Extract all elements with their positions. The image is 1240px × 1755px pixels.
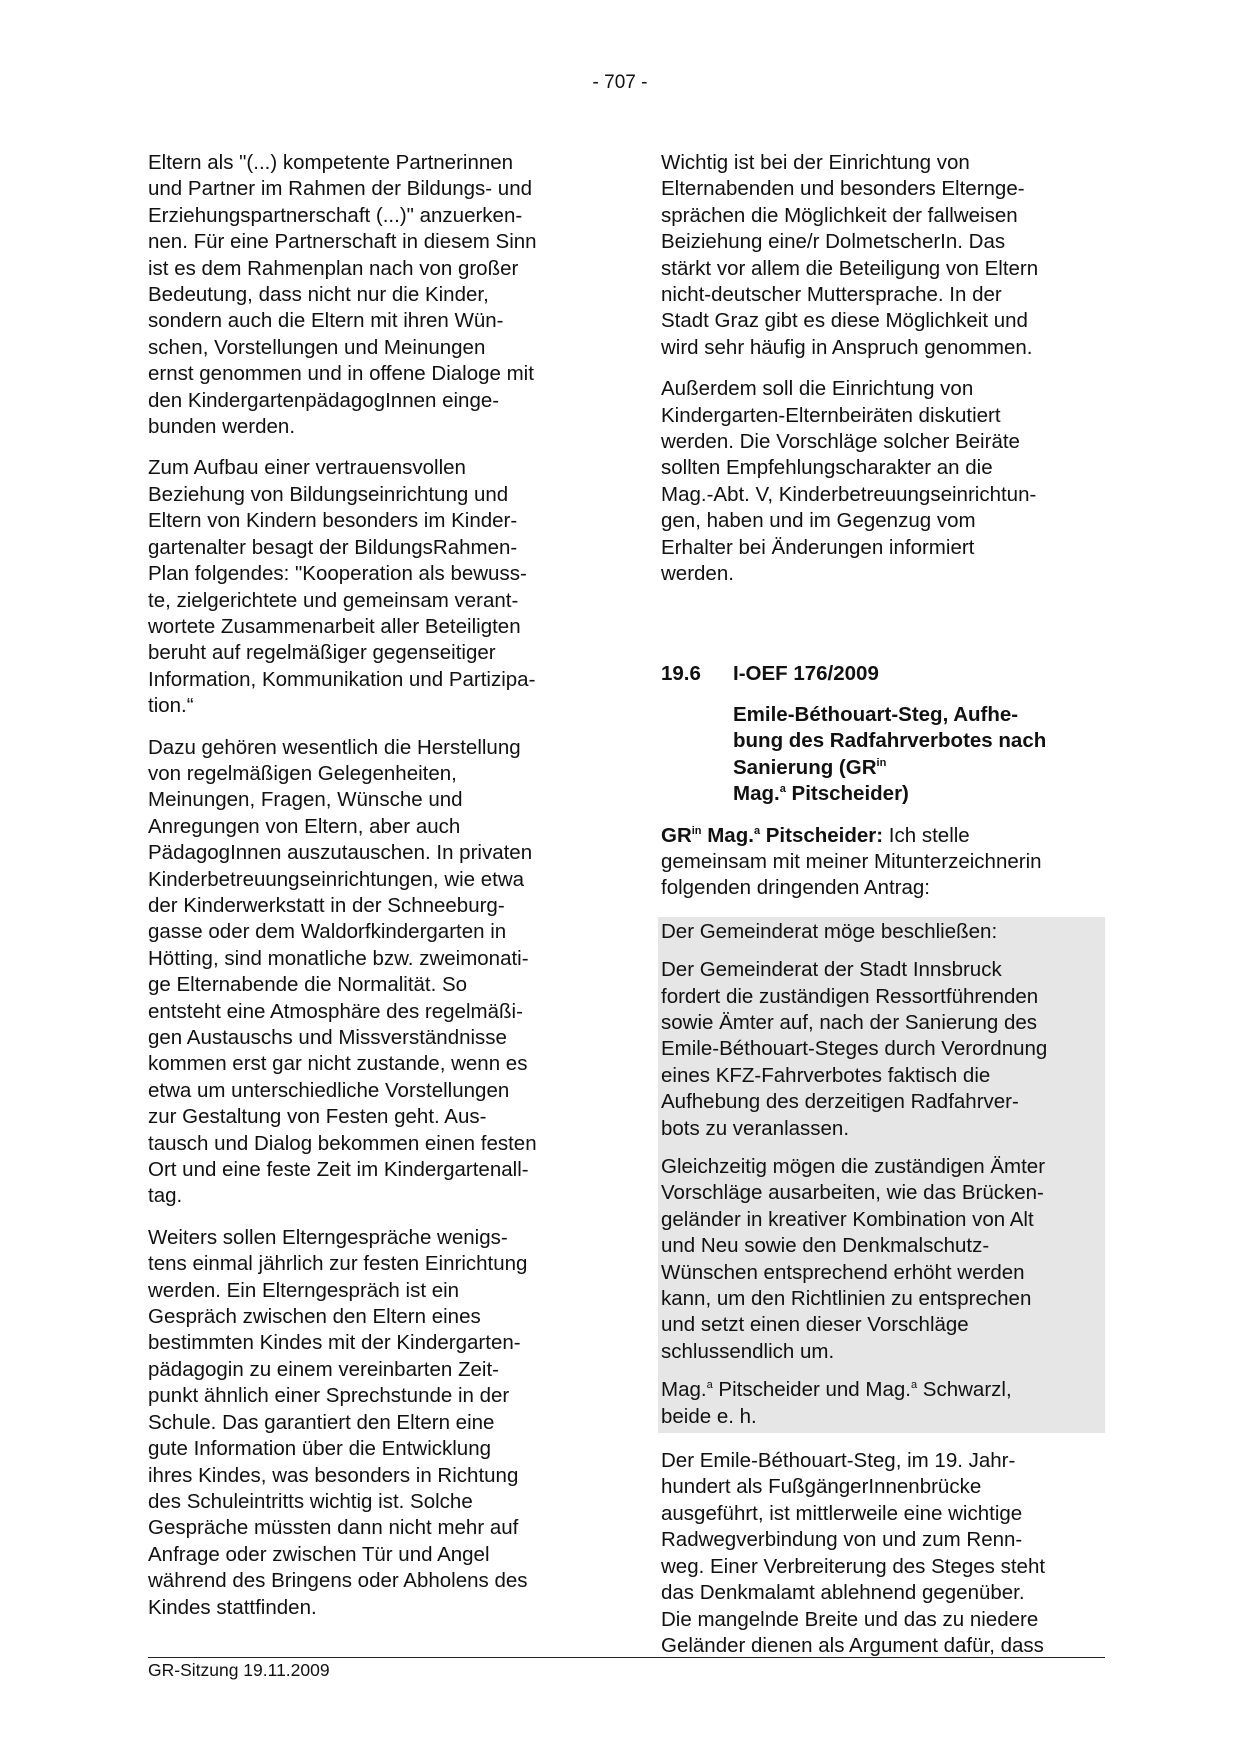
section-spacer xyxy=(661,603,1105,661)
section-number: 19.6 xyxy=(661,661,701,685)
right-paragraph-1: Wichtig ist bei der Einrichtung von Elternabenden und besonders Elternge- sprächen die Möglichkeit der fallweisen Beiziehung eine/r DolmetscherIn. Das stärkt vor allem die Beteiligung von Eltern nicht-deutscher Muttersprache. In der Stadt Graz gibt es diese Möglichkeit und wird sehr häufig in Anspruch genommen. xyxy=(661,151,1039,359)
speaker-name: $GR^{in}$ Mag.$^a$ Pitscheider: xyxy=(661,823,884,847)
left-paragraph-3: Dazu gehören wesentlich die Herstellung von regelmäßigen Gelegenheiten, Meinungen, Fragen, Wünsche und Anregungen von Eltern, aber auch PädagogInnen auszutauschen. In privaten Kinderbetreuungseinrichtungen, wie etwa der Kinderwerkstatt in der Schneeburg- gasse oder dem Waldorfkindergarten in Hötting, sind monatliche bzw. zweimonati- ge Elternabende die Normalität. So entsteht eine Atmosphäre des regelmäßi- gen Austauschs und Missverständnisse kommen erst gar nicht zustande, wenn es etwa um unterschiedliche Vorstellungen zur Gestaltung von Festen geht. Aus- tausch und Dialog bekommen einen festen Ort und eine feste Zeit im Kindergartenall- tag. xyxy=(148,735,537,1208)
page-number: - 707 - xyxy=(592,72,648,93)
motion-paragraph-1: Der Gemeinderat der Stadt Innsbruck fordert die zuständigen Ressortführenden sowie Ämter auf, nach der Sanierung des Emile-Béthouart-Steges durch Verordnung eines KFZ-Fahrverbotes faktisch die Aufhebung des derzeitigen Radfahrver- bots zu veranlassen. xyxy=(661,958,1048,1140)
left-paragraph-4: Weiters sollen Elterngespräche wenigs- tens einmal jährlich zur festen Einrichtung werden. Ein Elterngespräch ist ein Gespräch zwischen den Eltern eines bestimmten Kindes mit der Kindergarten- pädagogin zu einem vereinbarten Zeit- punkt ähnlich einer Sprechstunde in der Schule. Das garantiert den Eltern eine gute Information über die Entwicklung ihres Kindes, was besonders in Richtung des Schuleintritts wichtig ist. Solche Gespräche müssten dann nicht mehr auf Anfrage oder zwischen Tür und Angel während des Bringens oder Abholens des Kindes stattfinden. xyxy=(148,1225,528,1619)
section-code: I-OEF 176/2009 xyxy=(733,661,879,685)
speaker-statement: $GR^{in}$ Mag.$^a$ Pitscheider: Ich stelle gemeinsam mit meiner Mitunterzeichnerin folgenden dringenden Antrag: xyxy=(661,823,1042,900)
motion-box xyxy=(658,917,1105,1433)
section-title-line-4: Mag.$^a$ Pitscheider) xyxy=(733,782,909,806)
left-paragraph-2: Zum Aufbau einer vertrauensvollen Beziehung von Bildungseinrichtung und Eltern von Kindern besonders im Kinder- gartenalter besagt der BildungsRahmen- Plan folgendes: "Kooperation als bewuss- te, zielgerichtete und gemeinsam verant- wortete Zusammenarbeit aller Beteiligten beruht auf regelmäßiger gegenseitiger Information, Kommunikation und Partizipa- tion.“ xyxy=(148,456,536,718)
section-title-line-1: Emile-Béthouart-Steg, Aufhe- xyxy=(733,702,1019,726)
left-column xyxy=(148,150,584,1636)
right-paragraph-2: Außerdem soll die Einrichtung von Kindergarten-Elternbeiräten diskutiert werden. Die Vorschläge solcher Beiräte sollten Empfehlungscharakter an die Mag.-Abt. V, Kinderbetreuungseinrichtun- gen, haben und im Gegenzug vom Erhalter bei Änderungen informiert werden. xyxy=(661,377,1037,586)
left-paragraph-1: Eltern als "(...) kompetente Partnerinnen und Partner im Rahmen der Bildungs- und Erziehungspartnerschaft (...)" anzuerken- nen. Für eine Partnerschaft in diesem Sinn ist es dem Rahmenplan nach von großer Bedeutung, dass nicht nur die Kinder, sondern auch die Eltern mit ihren Wün- schen, Vorstellungen und Meinungen ernst genommen und in offene Dialoge mit den KindergartenpädagogInnen einge- bunden werden. xyxy=(148,151,537,439)
right-column xyxy=(661,150,1105,1674)
footer-divider xyxy=(148,1657,1105,1658)
section-title-line-2: bung des Radfahrverbotes nach xyxy=(733,729,1047,753)
section-title xyxy=(733,702,1105,808)
section-title-line-3: Sanierung ($GR^{in}$ xyxy=(733,755,887,779)
motion-signature: Mag.$^a$ Pitscheider und Mag.$^a$ Schwarzl, beide e. h. xyxy=(661,1378,1012,1428)
closing-paragraph: Der Emile-Béthouart-Steg, im 19. Jahr- hundert als FußgängerInnenbrücke ausgeführt, ist mittlerweile eine wichtige Radwegverbindung von und zum Renn- weg. Einer Verbreiterung des Steges steht das Denkmalamt ablehnend gegenüber. Die mangelnde Breite und das zu niedere Geländer dienen als Argument dafür, dass xyxy=(661,1449,1046,1657)
footer-text: GR-Sitzung 19.11.2009 xyxy=(148,1660,330,1680)
motion-heading: Der Gemeinderat möge beschließen: xyxy=(661,919,998,943)
section-heading xyxy=(661,661,1105,687)
motion-paragraph-2: Gleichzeitig mögen die zuständigen Ämter Vorschläge ausarbeiten, wie das Brücken- geländer in kreativer Kombination von Alt und Neu sowie den Denkmalschutz- Wünschen entsprechend erhöht werden kann, um den Richtlinien zu entsprechen und setzt einen dieser Vorschläge schlussendlich um. xyxy=(661,1155,1046,1363)
